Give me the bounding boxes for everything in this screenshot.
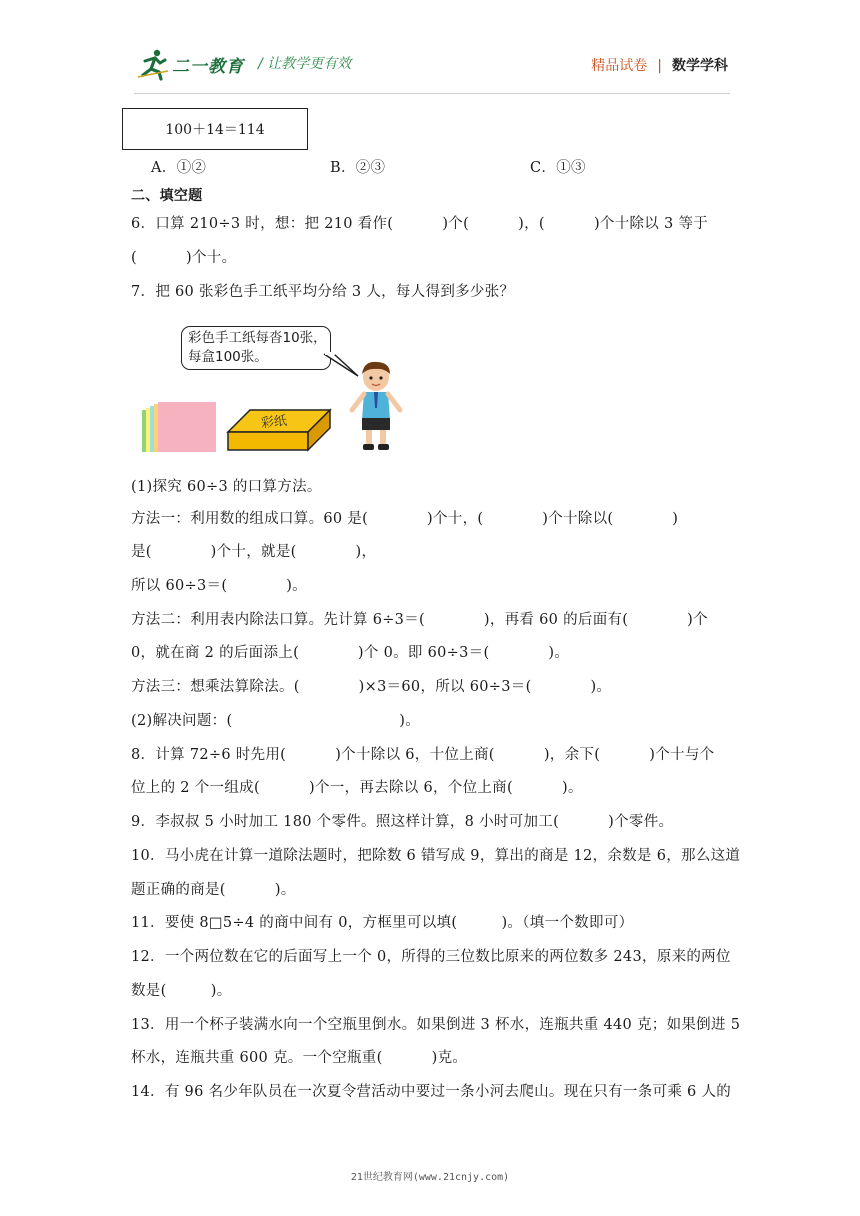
q5-box-text: 100＋14＝114 [165, 122, 265, 138]
q7-part-2: (2)解决问题：( )。 [131, 713, 421, 729]
q5-option-c: C．①③ [530, 160, 586, 176]
q13-line-1: 13．用一个杯子装满水向一个空瓶里倒水。如果倒进 3 杯水，连瓶共重 440 克；如果倒进 5 [131, 1017, 741, 1033]
header-subject: 数学学科 [672, 58, 728, 74]
paper-stack-icon [140, 402, 220, 454]
q10-line-2: 题正确的商是( )。 [131, 882, 296, 898]
header-right [591, 55, 728, 75]
logo-text: 二一教育 [172, 56, 244, 77]
method-2-line-2: 0，就在商 2 的后面添上( )个 0。即 60÷3＝( )。 [131, 645, 570, 661]
section-title: 二、填空题 [131, 188, 203, 204]
q5-option-b: B．②③ [330, 160, 386, 176]
q6-line-2: ( )个十。 [131, 250, 237, 266]
bubble-line-2: 每盒100张。 [188, 349, 268, 365]
header-tag-premium: 精品试卷 [591, 58, 648, 74]
paper-box-icon [226, 406, 332, 452]
q13-line-2: 杯水，连瓶共重 600 克。一个空瓶重( )克。 [131, 1050, 468, 1066]
q12-line-2: 数是( )。 [131, 983, 232, 999]
q9-line: 9．李叔叔 5 小时加工 180 个零件。照这样计算，8 小时可加工( )个零件。 [131, 814, 674, 830]
method-1-line-2: 是( )个十，就是( )， [131, 544, 377, 560]
q8-line-2: 位上的 2 个一组成( )个一，再去除以 6，个位上商( )。 [131, 780, 583, 796]
header-divider [134, 93, 730, 94]
boy-character-icon [344, 360, 408, 454]
header-separator: | [657, 58, 662, 74]
q5-option-a: A．①② [151, 160, 207, 176]
q14-line-1: 14．有 96 名少年队员在一次夏令营活动中要过一条小河去爬山。现在只有一条可乘 6 人的 [131, 1084, 732, 1100]
method-1-line-1: 方法一：利用数的组成口算。60 是( )个十，( )个十除以( ) [131, 511, 679, 527]
q5-option-box [122, 108, 308, 150]
box-label: 彩纸 [260, 413, 288, 432]
method-1-line-3: 所以 60÷3＝( )。 [131, 578, 307, 594]
q6-line-1: 6．口算 210÷3 时，想：把 210 看作( )个( )，( )个十除以 3 等于 [131, 216, 709, 232]
q7-part-1: (1)探究 60÷3 的口算方法。 [131, 479, 322, 495]
q7-question: 7．把 60 张彩色手工纸平均分给 3 人，每人得到多少张？ [131, 284, 515, 300]
method-3-line: 方法三：想乘法算除法。( )×3＝60，所以 60÷3＝( )。 [131, 679, 612, 695]
bubble-line-1: 彩色手工纸每沓10张， [188, 330, 327, 346]
page-footer: 21世纪教育网(www.21cnjy.com) [350, 1172, 510, 1183]
method-2-line-1: 方法二：利用表内除法口算。先计算 6÷3＝( )，再看 60 的后面有( )个 [131, 612, 708, 628]
q11-line: 11．要使 8□5÷4 的商中间有 0，方框里可以填( )。（填一个数即可） [131, 915, 634, 931]
q12-line-1: 12．一个两位数在它的后面写上一个 0，所得的三位数比原来的两位数多 243，原来的两位 [131, 949, 731, 965]
runner-logo-icon [136, 47, 170, 81]
speech-bubble [181, 326, 331, 370]
q8-line-1: 8．计算 72÷6 时先用( )个十除以 6，十位上商( )，余下( )个十与个 [131, 747, 715, 763]
brand-logo [136, 46, 244, 82]
q10-line-1: 10．马小虎在计算一道除法题时，把除数 6 错写成 9，算出的商是 12，余数是 6，那么这道 [131, 848, 741, 864]
slogan: / 让教学更有效 [258, 56, 352, 72]
